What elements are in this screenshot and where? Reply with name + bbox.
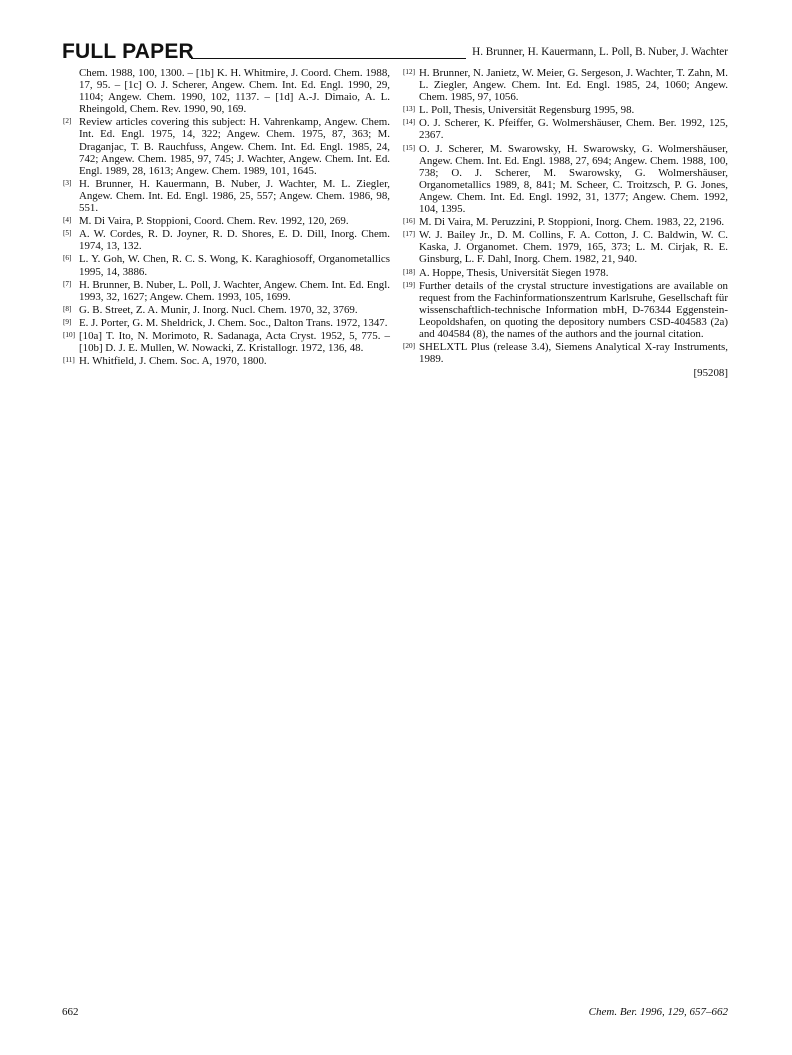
reference-text: E. J. Porter, G. M. Sheldrick, J. Chem. Soc., Dalton Trans. 1972, 1347. <box>79 316 388 329</box>
reference-text: L. Y. Goh, W. Chen, R. C. S. Wong, K. Karaghiosoff, Organometallics 1995, 14, 3886. <box>79 253 390 278</box>
reference-number: [16] <box>403 217 415 226</box>
reference-number: [17] <box>403 230 415 239</box>
reference-item <box>63 330 390 354</box>
reference-number: [5] <box>63 229 72 238</box>
reference-text: O. J. Scherer, M. Swarowsky, H. Swarowsky, G. Wolmershäuser, Angew. Chem. Int. Ed. Engl. 1988, 27, 694; Angew. Chem. 1988, 100, 738; O. J. Scherer, M. Swarowsky, G. Wolmershäuser, Organometallics 1989, 8, 841; M. Scheer, C. Troitzsch, P. G. Jones, Angew. Chem. Int. Ed. Engl. 1992, 31, 1377; Angew. Chem. 1992, 104, 1395. <box>419 142 728 216</box>
reference-item <box>403 104 728 116</box>
reference-text: Chem. 1988, 100, 1300. – [1b] K. H. Whitmire, J. Coord. Chem. 1988, 17, 95. – [1c] O. J. Scherer, Angew. Chem. Int. Ed. Engl. 1990, 29, 1104; Angew. Chem. 1990, 102, 1137. – [1d] A.-J. Dimaio, A. L. Rheingold, Chem. Rev. 1990, 90, 169. <box>79 67 390 116</box>
reference-number: [20] <box>403 342 415 351</box>
references-right-column <box>403 67 728 379</box>
reference-number: [9] <box>63 317 72 326</box>
reference-item <box>403 341 728 365</box>
reference-number: [18] <box>403 267 415 276</box>
reference-number: [4] <box>63 216 72 225</box>
reference-number: [13] <box>403 105 415 114</box>
reference-item <box>63 279 390 303</box>
reference-item <box>63 228 390 252</box>
reference-number: [6] <box>63 254 72 263</box>
references-left-column <box>63 67 390 368</box>
reference-text: M. Di Vaira, P. Stoppioni, Coord. Chem. Rev. 1992, 120, 269. <box>79 215 349 228</box>
reference-text: A. W. Cordes, R. D. Joyner, R. D. Shores, E. D. Dill, Inorg. Chem. 1974, 13, 132. <box>79 228 390 253</box>
reference-text: O. J. Scherer, K. Pfeiffer, G. Wolmershäuser, Chem. Ber. 1992, 125, 2367. <box>419 117 728 142</box>
page-number: 662 <box>62 1006 79 1018</box>
reference-number: [7] <box>63 279 72 288</box>
reference-item <box>403 117 728 141</box>
reference-text: M. Di Vaira, M. Peruzzini, P. Stoppioni, Inorg. Chem. 1983, 22, 2196. <box>419 216 725 229</box>
page-header <box>62 40 728 64</box>
reference-item <box>63 317 390 329</box>
reference-number: [3] <box>63 178 72 187</box>
reference-item <box>63 253 390 277</box>
reference-number: [10] <box>63 330 75 339</box>
running-authors: H. Brunner, H. Kauermann, L. Poll, B. Nuber, J. Wachter <box>472 46 728 58</box>
manuscript-code: [95208] <box>693 367 728 380</box>
reference-item <box>63 67 390 115</box>
reference-text: A. Hoppe, Thesis, Universität Siegen 1978. <box>419 266 609 279</box>
reference-item <box>403 229 728 265</box>
reference-text: H. Brunner, N. Janietz, W. Meier, G. Sergeson, J. Wachter, T. Zahn, M. L. Ziegler, Angew. Chem. Int. Ed. Engl. 1985, 24, 1060; Angew. Chem. 1985, 97, 1056. <box>419 67 728 104</box>
reference-text: Review articles covering this subject: H. Vahrenkamp, Angew. Chem. Int. Ed. Engl. 1975, 14, 322; Angew. Chem. 1975, 87, 363; M. Draganjac, T. B. Rauchfuss, Angew. Chem. Int. Ed. Engl. 1985, 24, 742; Angew. Chem. 1985, 97, 745; J. Wachter, Angew. Chem. Int. Ed. Engl. 1989, 28, 1613; Angew. Chem. 1989, 101, 1645. <box>79 116 390 177</box>
section-label: FULL PAPER <box>62 40 194 63</box>
reference-text: G. B. Street, Z. A. Munir, J. Inorg. Nucl. Chem. 1970, 32, 3769. <box>79 303 358 316</box>
reference-item <box>63 178 390 214</box>
reference-item <box>63 355 390 367</box>
reference-text: H. Brunner, H. Kauermann, B. Nuber, J. Wachter, M. L. Ziegler, Angew. Chem. Int. Ed. Engl. 1986, 25, 557; Angew. Chem. 1986, 98, 551. <box>79 177 390 215</box>
reference-number: [12] <box>403 68 415 76</box>
reference-number: [15] <box>403 143 415 152</box>
reference-item <box>403 216 728 228</box>
reference-text: SHELXTL Plus (release 3.4), Siemens Analytical X-ray Instruments, 1989. <box>419 341 728 366</box>
reference-item <box>403 143 728 216</box>
reference-text: Further details of the crystal structure investigations are available on request from the Fachinformationszentrum Karlsruhe, Gesellschaft für wissenschaftlich-technische Information mbH, D-76344 Eggenstein-Leopoldshafen, on quoting the depository numbers CSD-404583 (2a) and 404584 (8), the names of the authors and the journal citation. <box>419 279 728 340</box>
reference-item <box>63 215 390 227</box>
reference-number: [14] <box>403 118 415 127</box>
reference-number: [2] <box>63 117 72 126</box>
header-rule <box>191 58 466 59</box>
reference-item <box>403 280 728 340</box>
reference-text: L. Poll, Thesis, Universität Regensburg 1995, 98. <box>419 104 635 117</box>
reference-number: [19] <box>403 280 415 289</box>
reference-text: W. J. Bailey Jr., D. M. Collins, F. A. Cotton, J. C. Baldwin, W. C. Kaska, J. Organomet. Chem. 1979, 165, 373; L. M. Cirjak, R. E. Ginsburg, L. F. Dahl, Inorg. Chem. 1982, 21, 940. <box>419 229 728 266</box>
reference-item <box>63 304 390 316</box>
reference-number: [11] <box>63 356 75 365</box>
reference-text: [10a] T. Ito, N. Morimoto, R. Sadanaga, Acta Cryst. 1952, 5, 775. – [10b] D. J. E. Mullen, W. Nowacki, Z. Kristallogr. 1972, 136, 48. <box>79 329 390 355</box>
reference-item <box>403 267 728 279</box>
journal-citation: Chem. Ber. 1996, 129, 657–662 <box>588 1006 728 1018</box>
reference-number: [8] <box>63 304 72 313</box>
reference-item <box>403 67 728 103</box>
reference-item <box>63 116 390 176</box>
reference-text: H. Whitfield, J. Chem. Soc. A, 1970, 1800. <box>79 355 267 368</box>
reference-text: H. Brunner, B. Nuber, L. Poll, J. Wachter, Angew. Chem. Int. Ed. Engl. 1993, 32, 1627; Angew. Chem. 1993, 105, 1699. <box>79 278 390 303</box>
